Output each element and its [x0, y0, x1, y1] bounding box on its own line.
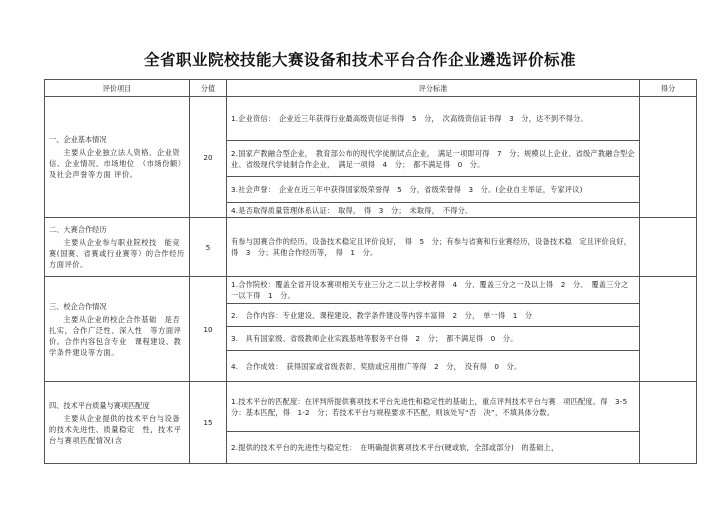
section-score: 15: [190, 382, 227, 464]
section-head: 四、技术平台质量与赛项匹配度: [49, 400, 150, 410]
section-item: [45, 97, 190, 218]
table-row: [45, 218, 697, 277]
criterion: 2.提供的技术平台的先进性与稳定性： 在明确提供赛项技术平台(硬或软，全部或部分) 的基础上，: [227, 432, 640, 464]
section-item: [45, 277, 190, 382]
section-desc: 主要从企业独立法人资格、企业资信、企业情况、市场地位 （市场份额）及社会声誉等方面 评价。: [49, 148, 182, 179]
section-head: 一、企业基本情况: [49, 135, 107, 144]
criterion: 有参与国赛合作的经历，设备技术稳定且评价良好， 得 5 分；有参与省赛和行业赛经历，设备技术稳 定且评价良好， 得 3 分；其他合作经历等， 得 1 分。: [227, 218, 640, 277]
section-desc: 主要从企业的校企合作基础 是否扎实，合作广泛性、深入性 等方面评价。合作内容包含专业 课程建设、教学条件建设等方面。: [49, 314, 182, 357]
section-desc: 主要从企业参与职业院校技 能竞赛(国赛、省赛或行业赛等）的合作经历方面评价。: [49, 238, 185, 269]
criterion: 1.合作院校：覆盖全省开设本赛项相关专业三分之二以上学校者得 4 分、覆盖三分之一及以上得 2 分、 覆盖三分之一以下得 1 分。: [227, 277, 640, 304]
table-row: [45, 97, 697, 141]
score-cell: [640, 382, 697, 464]
criterion: 1.企业资信： 企业近三年获得行业最高级资信证书得 5 分， 次高级资信证书得 3 分，达不到不得分。: [227, 97, 640, 141]
table-row: [45, 277, 697, 304]
table-header-row: [45, 80, 697, 97]
criterion: 2.国家产教融合型企业， 教育部公布的现代学徒制试点企业， 满足一项即可得 7 分；规模以上企业、省级产教融合型企业、省级现代学徒制合作企业， 满足一项得 4 分； 都不满足得 0 分。: [227, 141, 640, 177]
section-head: 二、大赛合作经历: [49, 225, 107, 234]
section-desc: 主要从企业提供的技术平台与设备的技术先进性、质量稳定 性，技术平台与赛项匹配情况(含: [49, 413, 182, 445]
table-row: [45, 382, 697, 432]
header-gain: 得分: [640, 80, 697, 97]
score-cell: [640, 97, 697, 218]
header-item: 评价项目: [45, 80, 190, 97]
criterion: 4.是否取得质量管理体系认证： 取得， 得 3 分； 未取得， 不得分。: [227, 203, 640, 218]
section-item: [45, 382, 190, 464]
criterion: 4. 合作成效： 获得国家或省级表彰、奖励或应用推广等得 2 分， 没有得 0 分。: [227, 351, 640, 382]
evaluation-table: [44, 79, 697, 464]
section-score: 10: [190, 277, 227, 382]
criterion: 3.社会声誉： 企业在近三年中获得国家级荣誉得 5 分，省级荣誉得 3 分。(企业自主举证，专家评议): [227, 177, 640, 203]
page-title: 全省职业院校技能大赛设备和技术平台合作企业遴选评价标准: [143, 51, 576, 69]
section-score: 20: [190, 97, 227, 218]
header-score: 分值: [190, 80, 227, 97]
criterion: 2. 合作内容：专业建设、课程建设、教学条件建设等内容丰富得 2 分， 单一得 1 分: [227, 304, 640, 327]
header-standard: 评分标准: [227, 80, 640, 97]
section-head: 三、校企合作情况: [49, 301, 107, 311]
score-cell: [640, 218, 697, 277]
criterion: 3. 具有国家级、省级教师企业实践基地等服务平台得 2 分； 都不满足得 0 分。: [227, 327, 640, 351]
criterion: 1.技术平台的匹配度：在评判所提供赛项技术平台先进性和稳定性的基础上，重点评判技术平台与赛 项匹配度。得 3-5 分：基本匹配，得 1-2 分；若技术平台与规程要求不匹配，则该处写“否 决”，不填具体分数。: [227, 382, 640, 432]
section-item: [45, 218, 190, 277]
section-score: 5: [190, 218, 227, 277]
score-cell: [640, 277, 697, 382]
